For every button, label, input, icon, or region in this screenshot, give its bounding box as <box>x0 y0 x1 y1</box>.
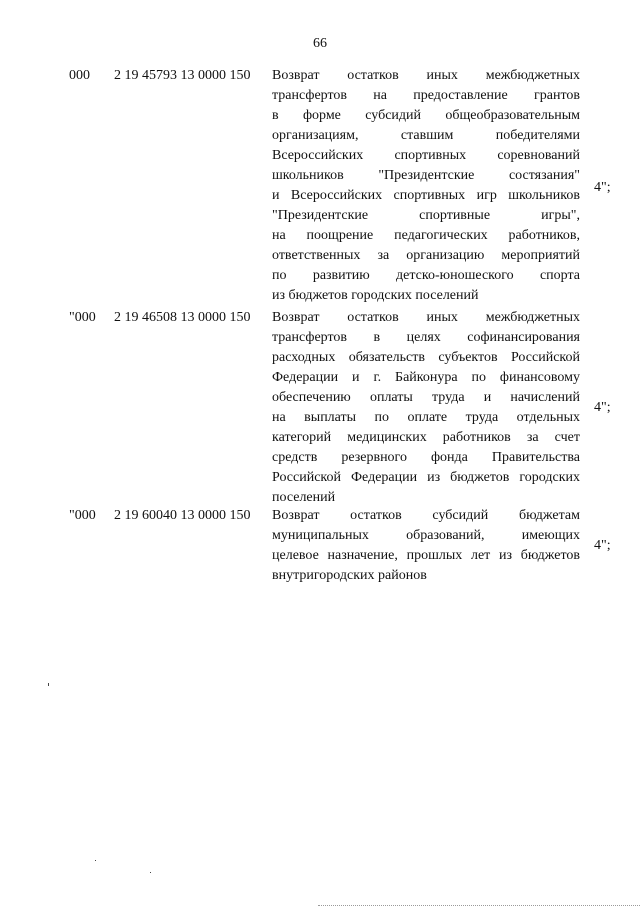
description-line: по развитию детско-юношеского спорта <box>272 268 580 283</box>
admin-code: "000 <box>69 310 96 325</box>
description-line: внутригородских районов <box>272 568 427 583</box>
page-number: 66 <box>313 36 327 51</box>
scan-speck <box>150 872 151 873</box>
admin-code: 000 <box>69 68 90 83</box>
scan-edge <box>318 902 640 906</box>
scan-speck <box>48 683 49 686</box>
norm-percent: 4"; <box>594 538 611 553</box>
description-line: поселений <box>272 490 336 505</box>
scan-speck <box>95 860 96 861</box>
description-line: муниципальных образований, имеющих <box>272 528 580 543</box>
description-line: обеспечению оплаты труда и начислений <box>272 390 580 405</box>
description-line: категорий медицинских работников за счет <box>272 430 580 445</box>
description-line: школьников "Президентские состязания" <box>272 168 580 183</box>
norm-percent: 4"; <box>594 180 611 195</box>
norm-percent: 4"; <box>594 400 611 415</box>
description-line: "Президентские спортивные игры", <box>272 208 580 223</box>
budget-classification-code: 2 19 60040 13 0000 150 <box>114 508 251 523</box>
description-line: в форме субсидий общеобразовательным <box>272 108 580 123</box>
budget-classification-code: 2 19 46508 13 0000 150 <box>114 310 251 325</box>
revenue-description <box>272 308 580 508</box>
description-line: из бюджетов городских поселений <box>272 288 479 303</box>
description-line: Российской Федерации из бюджетов городских <box>272 470 580 485</box>
description-line: Возврат остатков иных межбюджетных <box>272 310 580 325</box>
description-line: на выплаты по оплате труда отдельных <box>272 410 580 425</box>
description-line: трансфертов на предоставление грантов <box>272 88 580 103</box>
budget-classification-code: 2 19 45793 13 0000 150 <box>114 68 251 83</box>
description-line: ответственных за организацию мероприятий <box>272 248 580 263</box>
description-line: средств резервного фонда Правительства <box>272 450 580 465</box>
revenue-description <box>272 66 580 306</box>
description-line: и Всероссийских спортивных игр школьников <box>272 188 580 203</box>
description-line: целевое назначение, прошлых лет из бюджетов <box>272 548 580 563</box>
admin-code: "000 <box>69 508 96 523</box>
description-line: Возврат остатков иных межбюджетных <box>272 68 580 83</box>
description-line: Возврат остатков субсидий бюджетам <box>272 508 580 523</box>
revenue-description <box>272 506 580 586</box>
description-line: Федерации и г. Байконура по финансовому <box>272 370 580 385</box>
description-line: Всероссийских спортивных соревнований <box>272 148 580 163</box>
description-line: организациям, ставшим победителями <box>272 128 580 143</box>
description-line: трансфертов в целях софинансирования <box>272 330 580 345</box>
description-line: расходных обязательств субъектов Российской <box>272 350 580 365</box>
description-line: на поощрение педагогических работников, <box>272 228 580 243</box>
